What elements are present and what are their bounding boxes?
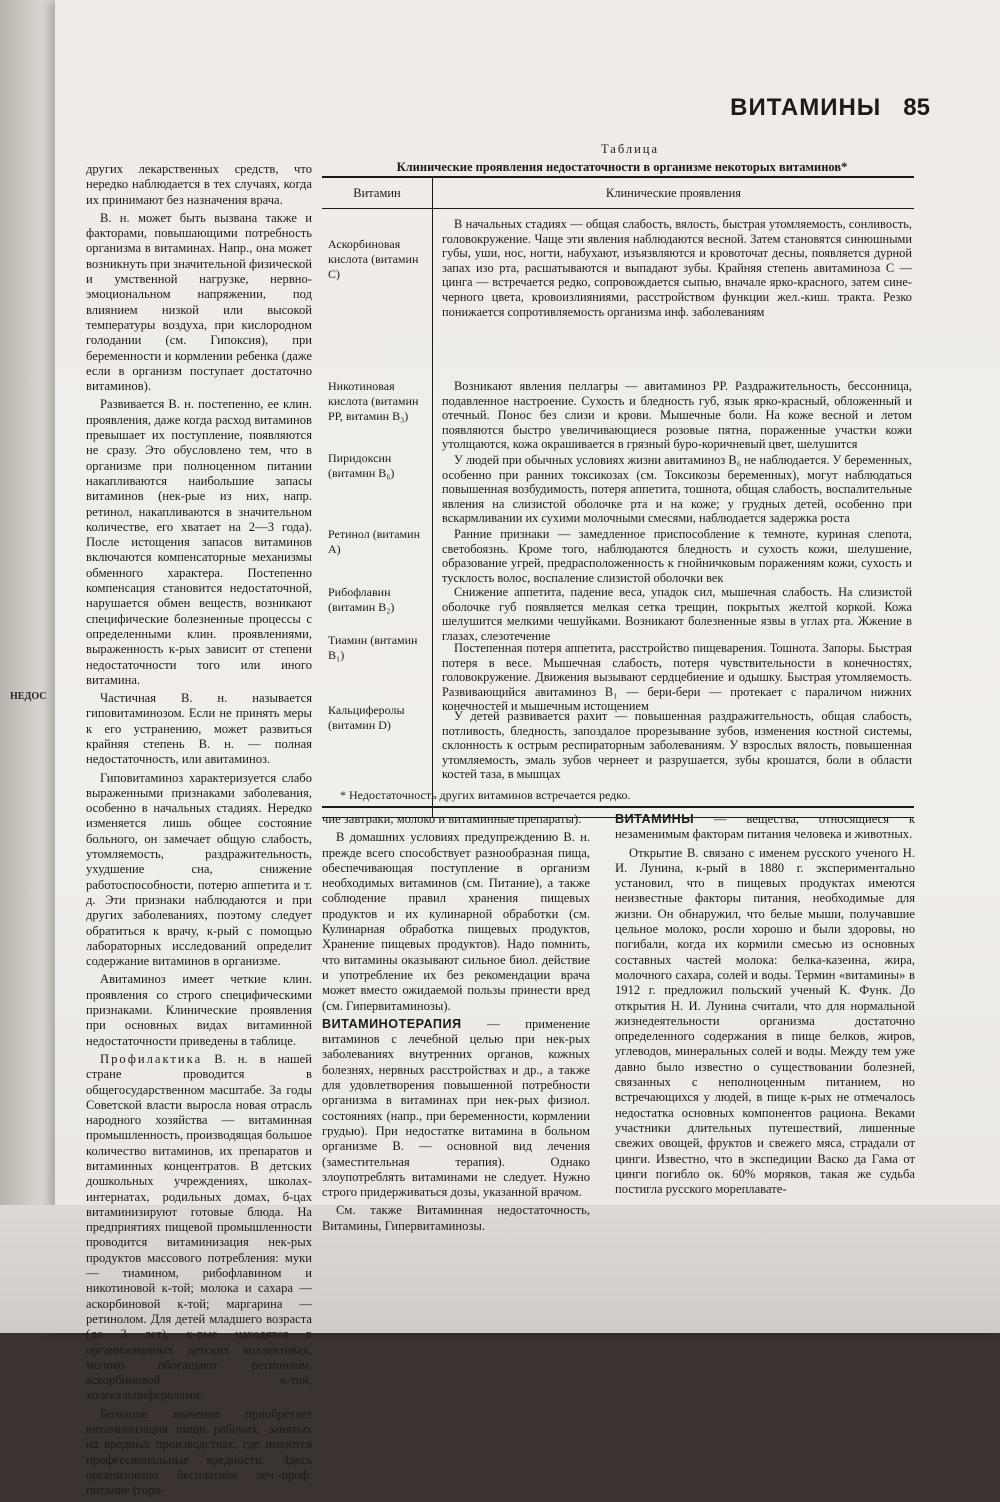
paragraph: ВИТАМИНОТЕРАПИЯ — применение витаминов с лечебной целью при нек-рых заболеваниях внутренних органов, кожных болезнях, нервных расстройствах и др., а также для удовлетворения повышенной потребности организма в витаминах при нек-рых физиол. состояниях (напр., при беременности, кормлении грудью). При недостатке витамина в больном организме В. — основной вид лечения (заместительная терапия). Однако злоупотреблять витаминами не следует. Нужно строго придерживаться дозы, указанной врачом. xyxy=(322,1016,590,1200)
column-3 xyxy=(615,812,915,1200)
vitamin-name: Аскорбиновая кислота (витамин С) xyxy=(328,237,419,281)
vitamin-name: Ретинол (витамин А) xyxy=(328,527,420,556)
paragraph: В домашних условиях предупреждению В. н. прежде всего способствует разнообразная пища, обеспечивающая поступление в организм необходимых витаминов (см. Питание), а также соблюдение правил хранения пищевых продуктов и их кулинарной обработки (см. Кулинарная обработка пищевых продуктов, Хранение пищевых продуктов). Надо помнить, что витамины оказывают сильное биол. действие и употребление их без рекомендации врача может вместо ожидаемой пользы принести вред (см. Гипервитаминозы). xyxy=(322,830,590,1013)
paragraph: См. также Витаминная недостаточность, Витамины, Гипервитаминозы. xyxy=(322,1203,590,1233)
table-title: Таблица xyxy=(600,142,660,156)
vitamin-table xyxy=(322,176,914,818)
left-page-fragment: НЕДОС xyxy=(10,691,47,702)
entry-term: ВИТАМИНЫ xyxy=(615,812,695,826)
header-clinical: Клинические проявления xyxy=(432,178,914,208)
paragraph: Гиповитаминоз характеризуется слабо выраженными признаками заболевания, особенно в начальных стадиях. Нередко изменяется лишь общее состояние больного, он замечает общую слабость, утомляемость, раздражительность, ухудшение сна, снижение работоспособности, потерю аппетита и т. д. Эти признаки наблюдаются и при других заболеваниях, поэтому следует обратиться к врачу, к-рый с помощью лабораторных исследований определит содержание витаминов в организме. xyxy=(86,770,312,969)
vitamin-name: Пиридоксин (витамин B₆) xyxy=(328,451,395,480)
paragraph: Частичная В. н. называется гиповитаминозом. Если не принять меры к его устранению, может развиться крайняя степень В. н. — полная недостаточность, или авитаминоз. xyxy=(86,691,312,767)
paragraph: чие завтраки, молоко и витаминные препараты). xyxy=(322,812,582,826)
column-2 xyxy=(322,812,590,1237)
vitamin-text: Постепенная потеря аппетита, расстройство пищеварения. Тошнота. Запоры. Быстрая потеря в весе. Мышечная слабость, потеря чувствительности в конечностях, головокружение. Движения вызывают сердцебиение и одышку. Быстрая утомляемость. Развивающийся авитаминоз B₁ — бери-бери — протекает с параличом нижних конечностей и мышечным истощением xyxy=(442,641,912,714)
paragraph: Авитаминоз имеет четкие клин. проявления со строго специфическими признаками. Клинические проявления при основных видах витаминной недостаточности приведены в таблице. xyxy=(86,972,312,1048)
paragraph: Развивается В. н. постепенно, ее клин. проявления, даже когда расход витаминов превышает их поступление, появляются не сразу. Это обусловлено тем, что в организме при полноценном питании накапливаются наибольшие запасы витаминов (нек-рые из них, напр. ретинол, накапливаются в значительном количестве, его хватает на 2—3 года). После истощения запасов витаминов включаются компенсаторные механизмы обменного характера. Постепенно компенсация становится недостаточной, нарушается обмен веществ, возникают специфические болезненные процессы с определенными клин. проявлениями, выраженность к-рых зависит от степени недостаточности того или иного витамина. xyxy=(86,397,312,687)
vitamin-name: Тиамин (витамин B₁) xyxy=(328,633,418,662)
section-lead: Профилактика xyxy=(100,1051,203,1066)
page-number: 85 xyxy=(903,94,930,121)
table-header xyxy=(322,178,914,208)
vitamin-name: Кальциферолы (витамин D) xyxy=(328,703,405,732)
vitamin-text: Ранние признаки — замедленное приспособление к темноте, куриная слепота, светобоязнь. Кроме того, наблюдаются бледность и сухость кожи, шелушение, образование угрей, предрасположенность к гнойничковым поражениям кожи, сухость и тусклость волос, воспаление слизистой оболочки век xyxy=(442,527,912,585)
table-bottom-rule xyxy=(322,806,914,808)
table-footnote: * Недостаточность других витаминов встречается редко. xyxy=(340,788,631,802)
vitamin-text: В начальных стадиях — общая слабость, вялость, быстрая утомляемость, сонливость, головокружение. Чаще эти явления наблюдаются весной. Затем становятся синюшными губы, уши, нос, ногти, набухают, изъязвляются и кровоточат десны, появляется дурной запах изо рта, расшатываются и выпадают зубы. Крайняя степень авитаминоза С — цинга — встречается редко, сопровождается сыпью, вначале ярко-красного, затем сине-черного цвета, кровоизлияниями, расстройством функции жел.-киш. тракта. Резко понижается сопротивляемость организма инф. заболеваниям xyxy=(442,217,912,319)
header-vitamin: Витамин xyxy=(353,185,401,200)
vitamin-text: Снижение аппетита, падение веса, упадок сил, мышечная слабость. На слизистой оболочке губ появляется мелкая сетка трещин, покрытых желтой коркой. Кожа шелушится мелкими чешуйками. Возникают болезненные язвы в углах рта. Жжение в глазах, слезотечение xyxy=(442,585,912,643)
vitamin-text: У людей при обычных условиях жизни авитаминоз B₆ не наблюдается. У беременных, особенно при ранних токсикозах (см. Токсикозы беременных), могут наблюдаться повышенная возбудимость, потеря аппетита, тошнота, общая слабость, воспалительные явления на слизистой оболочке рта и на коже; у грудных детей, особенно при вскармливании их сухими молочными смесями, наблюдается задержка роста xyxy=(442,453,912,526)
table-body xyxy=(322,209,914,817)
entry-term: ВИТАМИНОТЕРАПИЯ xyxy=(322,1016,462,1031)
header-title: ВИТАМИНЫ xyxy=(730,94,882,121)
vitamin-name: Рибофлавин (витамин B₂) xyxy=(328,585,395,614)
vitamin-text: Возникают явления пеллагры — авитаминоз РР. Раздражительность, бессонница, подавленное настроение. Сухость и бледность губ, язык ярко-красный, обложенный и отечный. Понос без слизи и крови. Мышечные боли. На коже весной и летом появляются быстро увеличивающиеся розовые пятна, пораженные участки кожи утолщаются, кожа окрашивается в грязный буро-коричневый цвет, шелушится xyxy=(442,379,912,452)
paragraph: Профилактика В. н. в нашей стране проводится в общегосударственном масштабе. За годы Советской власти выросла новая отрасль народного хозяйства — витаминная промышленность, производящая большое количество витаминов, их препаратов и витаминных концентратов. В детских дошкольных учреждениях, школах-интернатах, родильных домах, б-цах витаминизируют готовые блюда. На предприятиях пищевой промышленности проводится витаминизация нек-рых продуктов массового потребления: муки — тиамином, рибофлавином и никотиновой к-той; молока и сахара — аскорбиновой к-той; маргарина — ретинолом. Для детей младшего возраста (до 3 лет), к-рые находятся в организованных детских коллективах, молоко обогащают ретинолом, аскорбиновой к-той, холекальциферолами. xyxy=(86,1051,312,1403)
table-caption: Клинические проявления недостаточности в организме некоторых витаминов* xyxy=(396,160,848,174)
paragraph: Большое значение приобретает витаминизация пищи рабочих, занятых на вредных производствах, где имеются профессиональные вредности. Здесь организовано бесплатное леч.-проф. питание (горя- xyxy=(86,1406,312,1498)
paragraph: других лекарственных средств, что нередко наблюдается в тех случаях, когда их принимают без назначения врача. xyxy=(86,162,312,207)
paragraph: В. н. может быть вызвана также и факторами, повышающими потребность организма в витаминах. Напр., она может возникнуть при значительной физической и умственной нагрузке, нервно-эмоциональном напряжении, под влиянием низкой или высокой температуры воздуха, при кислородном голодании (см. Гипоксия), при беременности и кормлении ребенка (даже если в организм поступает достаточно витаминов). xyxy=(86,210,312,394)
paragraph: ВИТАМИНЫ — вещества, относящиеся к незаменимым факторам питания человека и животных. xyxy=(615,812,915,842)
vitamin-text: У детей развивается рахит — повышенная раздражительность, общая слабость, потливость, бледность, запоздалое прорезывание зубов, изменения костной системы, склонность к острым респираторным заболеваниям. У взрослых вялость, повышенная утомляемость, эмаль зубов чернеет и разрушается, зубы крошатся, боли в области костей таза, в мышцах xyxy=(442,709,912,782)
column-1 xyxy=(86,162,312,1502)
paragraph: Открытие В. связано с именем русского ученого Н. И. Лунина, к-рый в 1880 г. экспериментально установил, что в пищевых продуктах имеются неизвестные факторы питания, необходимые для жизни. Он обнаружил, что белые мыши, получавшие цельное молоко, росли хорошо и были здоровы, но погибали, когда их кормили смесью из основных составных частей молока: белка-казеина, жира, молочного сахара, солей и воды. Термин «витамины» в 1912 г. предложил польский ученый К. Функ. До открытия Н. И. Лунина считали, что для нормальной жизнедеятельности организма достаточно определенного содержания в пище белков, жиров, углеводов, минеральных солей и воды. Между тем уже давно было известно о существовании болезней, связанных с неполноценным питанием, но встречающихся у людей, в пище к-рых не отмечалось недостатка основных компонентов рациона. Веками участники длительных путешествий, лишенные свежих овощей, фруктов и свежего мяса, страдали от цинги. Известно, что в экспедиции Васко да Гама от цинги погибло ок. 60% моряков, такая же судьба постигла русского мореплавате- xyxy=(615,845,915,1197)
vitamin-name: Никотиновая кислота (витамин РР, витамин B₃) xyxy=(328,379,419,423)
running-header xyxy=(700,90,930,126)
